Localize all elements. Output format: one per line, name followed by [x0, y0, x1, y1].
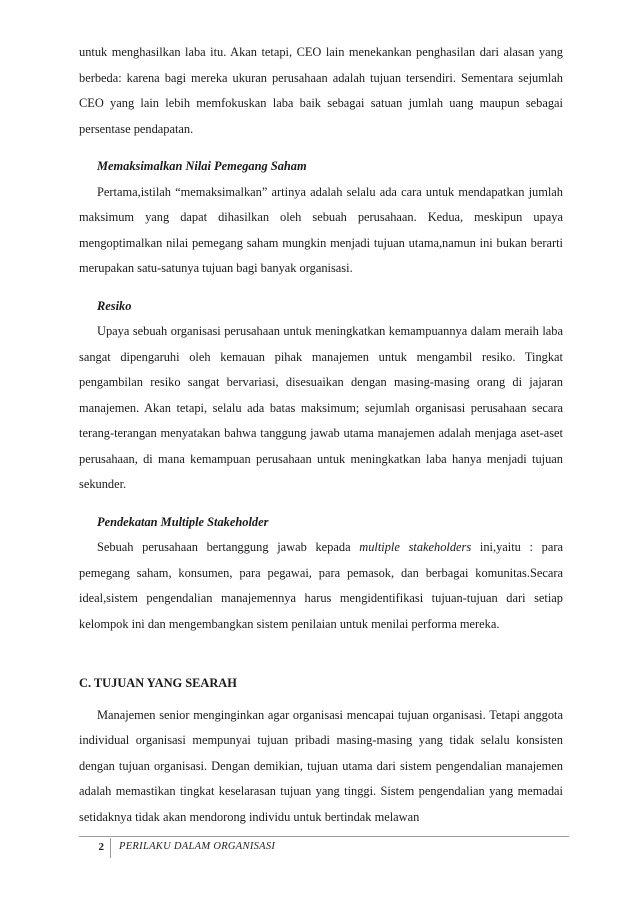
section-heading-c: C. TUJUAN YANG SEARAH	[79, 676, 237, 690]
stakeholder-term: multiple stakeholders	[359, 540, 472, 554]
stakeholder-text-before: Sebuah perusahaan bertanggung jawab kepada	[97, 540, 360, 554]
subheading-multiple-stakeholder: Pendekatan Multiple Stakeholder	[97, 514, 269, 529]
paragraph-stakeholder	[79, 535, 563, 637]
page-content	[79, 40, 563, 830]
paragraph-section-c: Manajemen senior menginginkan agar organisasi mencapai tujuan organisasi. Tetapi anggota individual organisasi mempunyai tujuan pribadi masing-masing yang tidak selalu konsisten dengan tujuan organisasi. Dengan demikian, tujuan utama dari sistem pengendalian manajemen adalah memastikan tingkat keselarasan tujuan yang tinggi. Sistem pengendalian yang memadai setidaknya tidak akan mendorong individu untuk bertindak melawan	[79, 707, 563, 824]
subheading-maximize-shareholder: Memaksimalkan Nilai Pemegang Saham	[97, 159, 307, 173]
page-footer	[79, 836, 569, 867]
subheading-risk: Resiko	[97, 298, 132, 313]
footer-title: PERILAKU DALAM ORGANISASI	[119, 841, 276, 852]
paragraph-maximize: Pertama,istilah “memaksimalkan” artinya adalah selalu ada cara untuk mendapatkan jumlah maksimum yang dapat dihasilkan oleh sebuah perusahaan. Kedua, meskipun upaya mengoptimalkan nilai pemegang saham mungkin menjadi tujuan utama,namun ini bukan berarti merupakan satu-satunya tujuan bagi banyak organisasi.	[79, 184, 563, 275]
page-number: 2	[79, 838, 111, 858]
paragraph-intro: untuk menghasilkan laba itu. Akan tetapi, CEO lain menekankan penghasilan dari alasan yang berbeda: karena bagi mereka ukuran perusahaan adalah tujuan tersendiri. Sementara sejumlah CEO yang lain lebih memfokuskan laba baik sebagai satuan jumlah uang maupun sebagai persentase pendapatan.	[79, 45, 563, 136]
stakeholder-text-after: ini,yaitu : para pemegang saham, konsumen, para pegawai, para pemasok, dan berbagai komunitas.Secara ideal,sistem pengendalian manajemennya harus mengidentifikasi tujuan-tujuan dari setiap kelompok ini dan mengembangkan sistem penilaian untuk menilai performa mereka.	[79, 540, 563, 631]
paragraph-risk: Upaya sebuah organisasi perusahaan untuk meningkatkan kemampuannya dalam meraih laba sangat dipengaruhi oleh kemauan pihak manajemen untuk mengambil resiko. Tingkat pengambilan resiko sangat bervariasi, disesuaikan dengan masing-masing orang di jajaran manajemen. Akan tetapi, selalu ada batas maksimum; sejumlah organisasi perusahaan secara terang-terangan menyatakan bahwa tanggung jawab utama manajemen adalah menjaga aset-aset perusahaan, di mana kemampuan perusahaan untuk meningkatkan laba hanya menjadi tujuan sekunder.	[79, 324, 563, 491]
